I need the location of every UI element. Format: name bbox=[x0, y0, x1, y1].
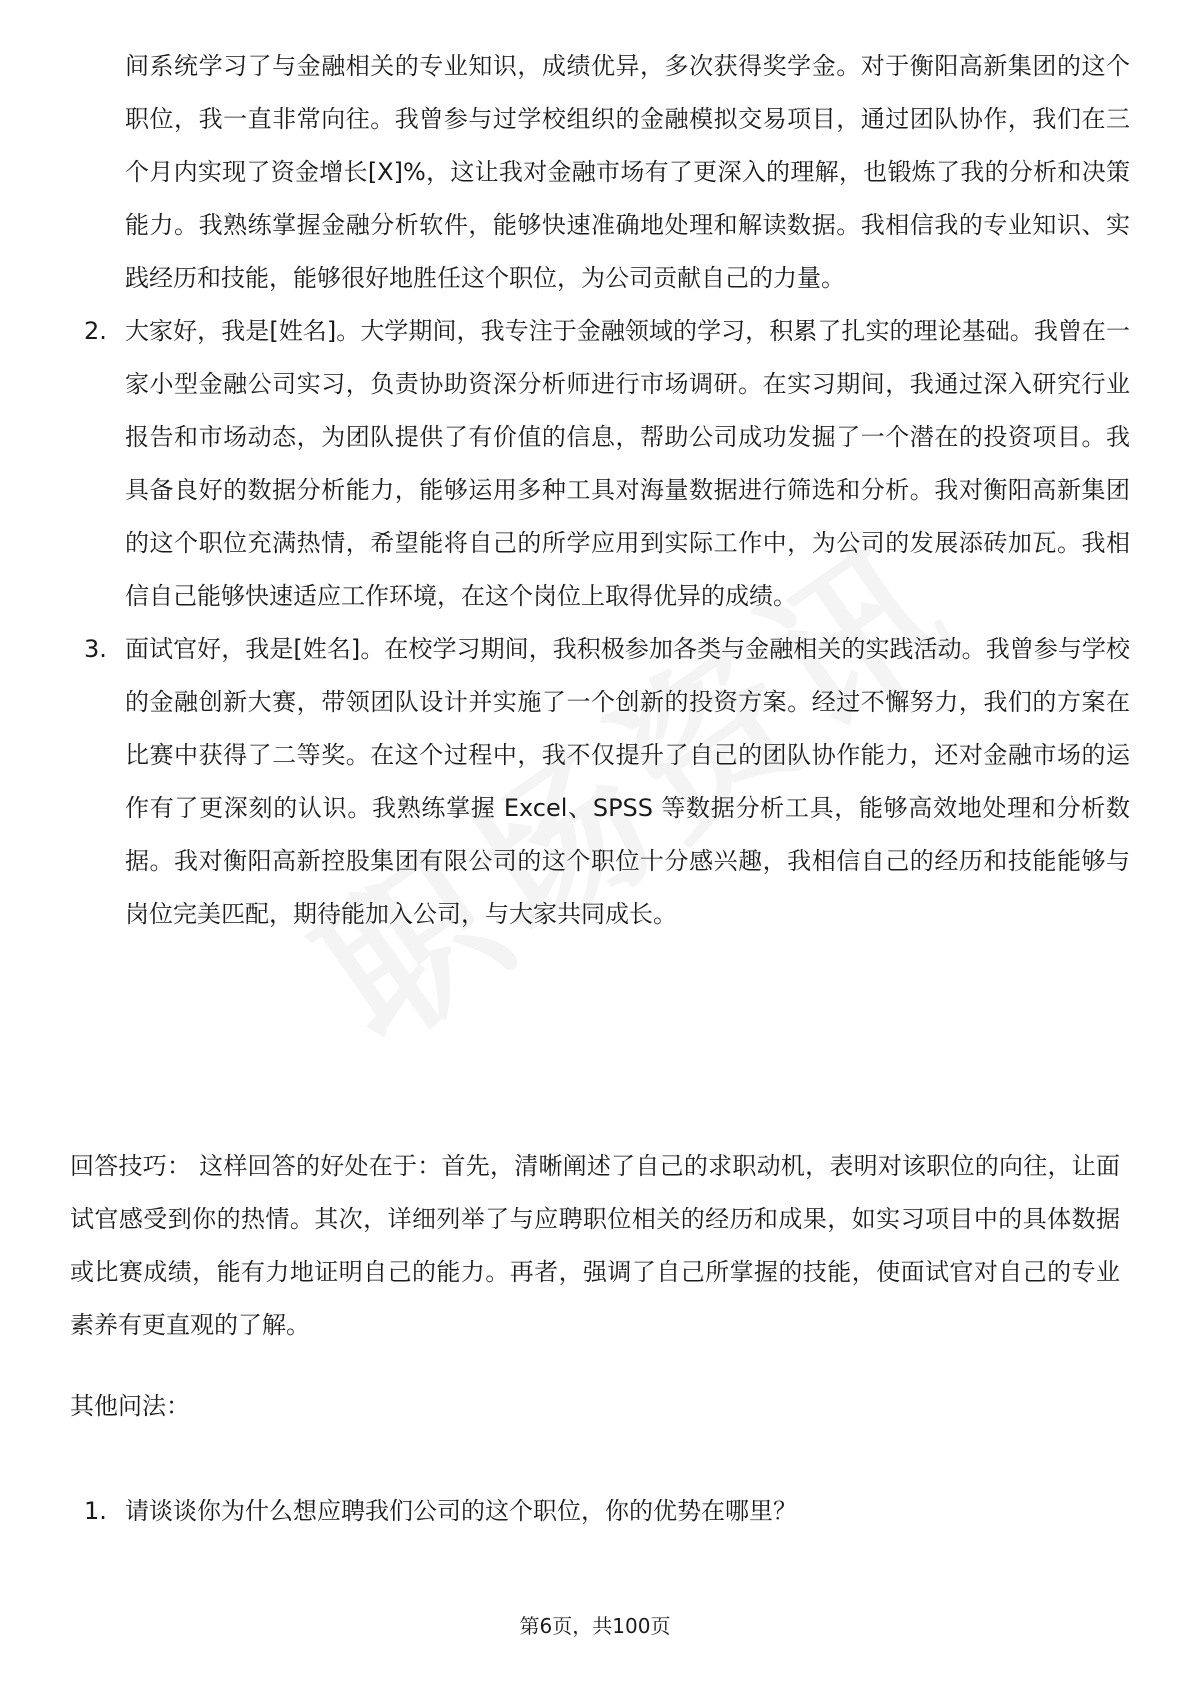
list-item-2 bbox=[70, 305, 1130, 623]
other-questions-heading: 其他问法： bbox=[70, 1392, 190, 1420]
list-item-text: 大家好，我是[姓名]。大学期间，我专注于金融领域的学习，积累了扎实的理论基础。我曾在一家小型金融公司实习，负责协助资深分析师进行市场调研。在实习期间，我通过深入研究行业报告和市场动态，为团队提供了有价值的信息，帮助公司成功发掘了一个潜在的投资项目。我具备良好的数据分析能力，能够运用多种工具对海量数据进行筛选和分析。我对衡阳高新集团的这个职位充满热情，希望能将自己的所学应用到实际工作中，为公司的发展添砖加瓦。我相信自己能够快速适应工作环境，在这个岗位上取得优异的成绩。 bbox=[125, 317, 1130, 610]
list-item-number: 2. bbox=[84, 317, 107, 345]
list-item-text: 间系统学习了与金融相关的专业知识，成绩优异，多次获得奖学金。对于衡阳高新集团的这个职位，我一直非常向往。我曾参与过学校组织的金融模拟交易项目，通过团队协作，我们在三个月内实现了资金增长[X]%，这让我对金融市场有了更深入的理解，也锻炼了我的分析和决策能力。我熟练掌握金融分析软件，能够快速准确地处理和解读数据。我相信我的专业知识、实践经历和技能，能够很好地胜任这个职位，为公司贡献自己的力量。 bbox=[125, 52, 1130, 292]
list-item-text: 请谈谈你为什么想应聘我们公司的这个职位，你的优势在哪里？ bbox=[125, 1497, 797, 1525]
list-item-number: 3. bbox=[84, 635, 107, 663]
answer-tips-paragraph: 回答技巧： 这样回答的好处在于：首先，清晰阐述了自己的求职动机，表明对该职位的向往，让面试官感受到你的热情。其次，详细列举了与应聘职位相关的经历和成果，如实习项目中的具体数据或比赛成绩，能有力地证明自己的能力。再者，强调了自己所掌握的技能，使面试官对自己的专业素养有更直观的了解。 bbox=[70, 1152, 1120, 1339]
list-item-1-continuation bbox=[70, 40, 1130, 305]
answer-list bbox=[70, 40, 1130, 941]
list-item-3 bbox=[70, 623, 1130, 941]
list-item-number: 1. bbox=[84, 1497, 107, 1525]
page-footer: 第6页，共100页 bbox=[519, 1614, 671, 1638]
other-questions-list bbox=[70, 1485, 1130, 1538]
other-question-item-1 bbox=[70, 1485, 1130, 1538]
list-item-text: 面试官好，我是[姓名]。在校学习期间，我积极参加各类与金融相关的实践活动。我曾参与学校的金融创新大赛，带领团队设计并实施了一个创新的投资方案。经过不懈努力，我们的方案在比赛中获得了二等奖。在这个过程中，我不仅提升了自己的团队协作能力，还对金融市场的运作有了更深刻的认识。我熟练掌握 Excel、SPSS 等数据分析工具，能够高效地处理和分析数据。我对衡阳高新控股集团有限公司的这个职位十分感兴趣，我相信自己的经历和技能能够与岗位完美匹配，期待能加入公司，与大家共同成长。 bbox=[125, 635, 1130, 928]
